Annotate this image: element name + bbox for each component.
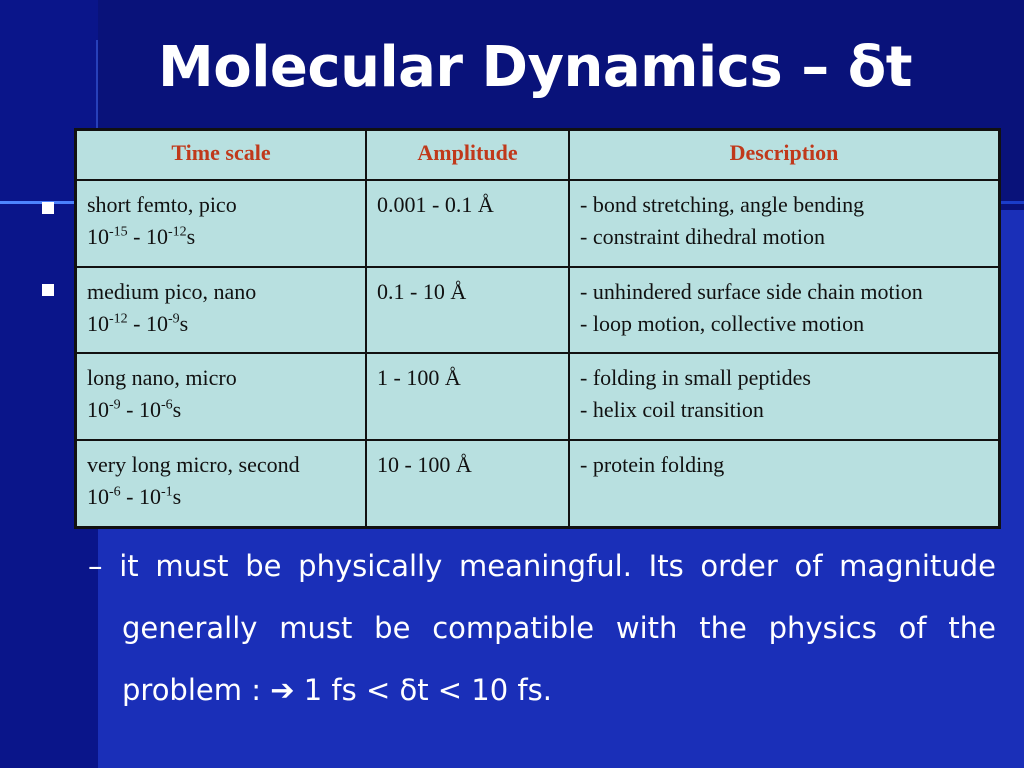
note-line: problem : ➔ 1 fs < δt < 10 fs. (88, 659, 996, 721)
table-row (76, 440, 1000, 527)
description-line: - unhindered surface side chain motion (580, 278, 923, 304)
time-scale-cell (76, 353, 367, 440)
note-line: – it must be physically meaningful. Its order of magnitude (88, 549, 996, 583)
table-row (76, 267, 1000, 354)
note-line: generally must be compatible with the physics of the (122, 611, 996, 645)
description-line: - loop motion, collective motion (580, 310, 865, 336)
scale-range: $10^{-6} - 10^{-1}s$ (87, 484, 182, 510)
slide-title: Molecular Dynamics – δt (158, 35, 912, 100)
time-scale-cell (76, 267, 367, 354)
amplitude-cell: 10 - 100 Å (366, 440, 569, 527)
description-line: - folding in small peptides (580, 365, 811, 391)
amplitude-cell: 0.1 - 10 Å (366, 267, 569, 354)
description-cell (569, 180, 1000, 267)
table-header-row (76, 130, 1000, 181)
time-scale-cell (76, 180, 367, 267)
description-line: - bond stretching, angle bending (580, 192, 865, 217)
bullet-square-icon (42, 284, 54, 296)
amplitude-cell: 0.001 - 0.1 Å (366, 180, 569, 267)
scale-range: $10^{-15} - 10^{-12}s$ (87, 224, 196, 249)
description-line: - protein folding (580, 452, 725, 478)
timestep-note (88, 535, 996, 721)
description-cell (569, 440, 1000, 527)
description-line: - constraint dihedral motion (580, 224, 825, 249)
scale-range: $10^{-9} - 10^{-6}s$ (87, 397, 182, 423)
header-time-scale: Time scale (76, 130, 367, 181)
scale-name: short femto, pico (87, 192, 237, 217)
timescale-table (74, 128, 1001, 529)
bullet-square-icon (42, 202, 54, 214)
scale-name: long nano, micro (87, 365, 237, 391)
scale-name: medium pico, nano (87, 278, 257, 304)
description-cell (569, 353, 1000, 440)
scale-name: very long micro, second (87, 452, 300, 478)
amplitude-cell: 1 - 100 Å (366, 353, 569, 440)
table-row (76, 180, 1000, 267)
description-cell (569, 267, 1000, 354)
table-row (76, 353, 1000, 440)
header-description: Description (569, 130, 1000, 181)
scale-range: $10^{-12} - 10^{-9}s$ (87, 310, 189, 336)
right-arrow-icon: ➔ (270, 673, 295, 707)
time-scale-cell (76, 440, 367, 527)
description-line: - helix coil transition (580, 397, 764, 423)
header-amplitude: Amplitude (366, 130, 569, 181)
